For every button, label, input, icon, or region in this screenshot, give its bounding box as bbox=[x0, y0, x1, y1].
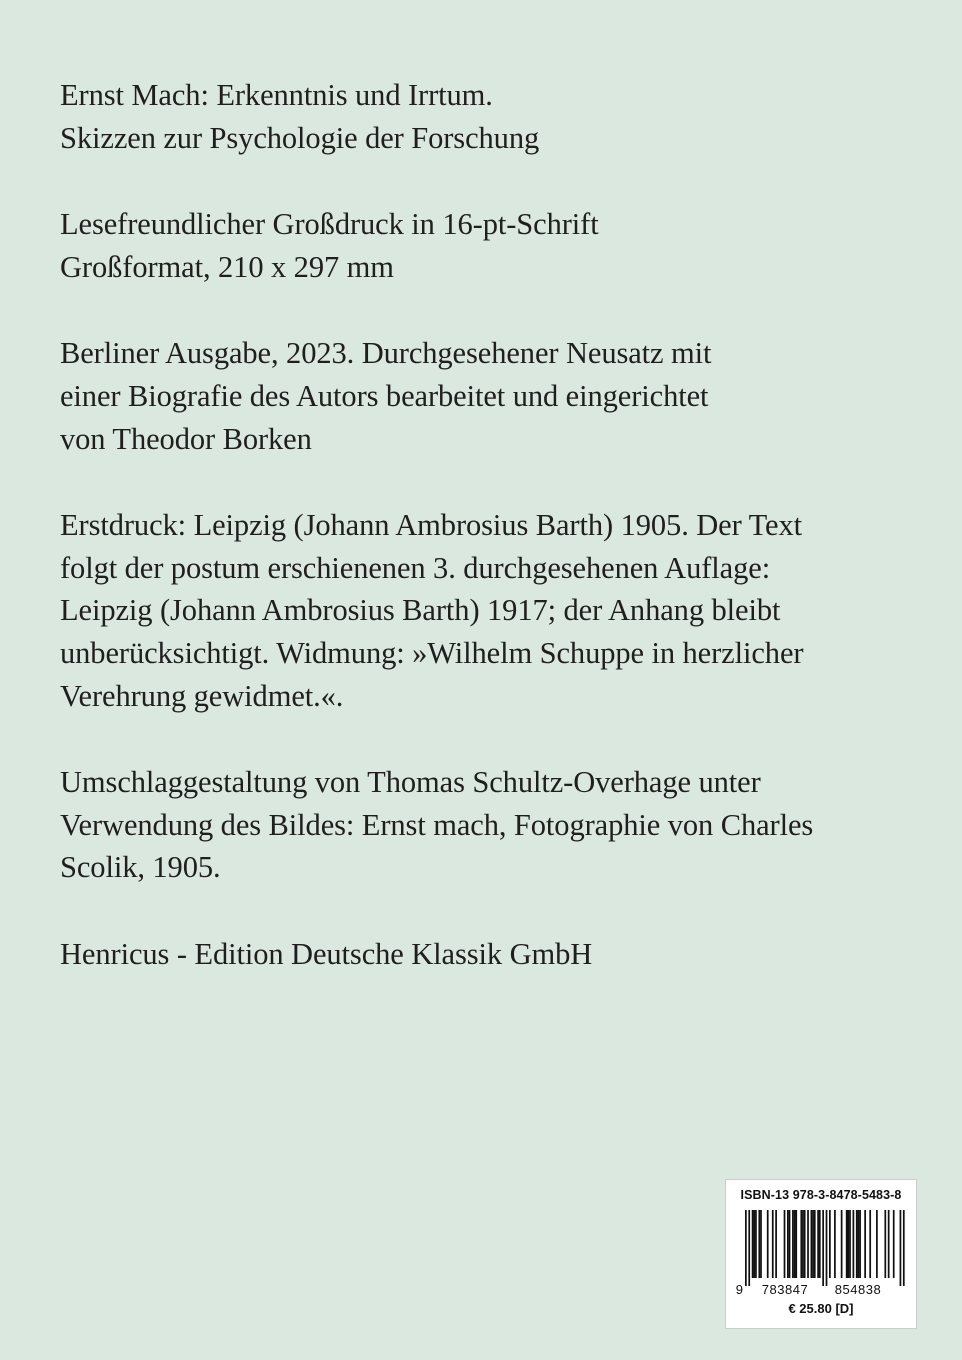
isbn-label: ISBN-13 978-3-8478-5483-8 bbox=[740, 1188, 902, 1202]
barcode-bar bbox=[800, 1210, 802, 1278]
barcode-bar bbox=[812, 1210, 814, 1278]
barcode-bar bbox=[888, 1210, 890, 1278]
text-line: Leipzig (Johann Ambrosius Barth) 1917; der Anhang bleibt bbox=[60, 593, 781, 628]
barcode-bar bbox=[856, 1210, 858, 1278]
barcode-bar bbox=[826, 1210, 828, 1286]
edition-paragraph bbox=[60, 332, 920, 460]
back-cover-text bbox=[60, 74, 920, 1020]
barcode-bar bbox=[884, 1210, 886, 1278]
text-line: Erstdruck: Leipzig (Johann Ambrosius Barth) 1905. Der Text bbox=[60, 508, 803, 543]
barcode-bar bbox=[853, 1210, 855, 1278]
publisher-name: Henricus - Edition Deutsche Klassik GmbH bbox=[60, 936, 593, 971]
barcode-bar bbox=[858, 1210, 860, 1278]
barcode-bar bbox=[859, 1210, 861, 1278]
barcode-bar bbox=[775, 1210, 777, 1278]
price-label: € 25.80 [D] bbox=[788, 1301, 854, 1316]
first-print-paragraph bbox=[60, 504, 920, 717]
barcode-bar bbox=[900, 1210, 902, 1286]
barcode-bar bbox=[869, 1210, 871, 1278]
barcode-bar bbox=[834, 1210, 836, 1278]
isbn-barcode-box bbox=[725, 1179, 917, 1329]
barcode-bar bbox=[792, 1210, 794, 1278]
barcode-bar bbox=[752, 1210, 754, 1278]
format-paragraph bbox=[60, 203, 920, 288]
barcode-bar bbox=[789, 1210, 791, 1278]
barcode-bar bbox=[784, 1210, 786, 1278]
cover-design-paragraph bbox=[60, 761, 920, 889]
barcode-bar bbox=[893, 1210, 895, 1278]
barcode-bar bbox=[876, 1210, 878, 1278]
barcode-bar bbox=[807, 1210, 809, 1278]
barcode-bar bbox=[753, 1210, 755, 1278]
barcode-bar bbox=[849, 1210, 851, 1278]
barcode-bar bbox=[758, 1210, 760, 1278]
barcode-bar bbox=[829, 1210, 831, 1278]
barcode-bar bbox=[755, 1210, 757, 1278]
barcode-digit-prefix: 9 bbox=[736, 1282, 743, 1297]
text-line: Berliner Ausgabe, 2023. Durchgesehener Neusatz mit bbox=[60, 336, 712, 371]
barcode-bar bbox=[841, 1210, 843, 1278]
barcode-bar bbox=[847, 1210, 849, 1278]
barcode-bar bbox=[819, 1210, 821, 1278]
barcode-bar bbox=[760, 1210, 762, 1278]
text-line: Verwendung des Bildes: Ernst mach, Fotographie von Charles bbox=[60, 807, 814, 842]
barcode-bar bbox=[794, 1210, 796, 1278]
barcode-bars bbox=[745, 1210, 905, 1286]
barcode-bar bbox=[864, 1210, 866, 1278]
barcode-bar bbox=[811, 1210, 813, 1278]
text-line: folgt der postum erschienenen 3. durchgesehenen Auflage: bbox=[60, 550, 771, 585]
barcode-bar bbox=[804, 1210, 806, 1278]
text-line: Umschlaggestaltung von Thomas Schultz-Overhage unter bbox=[60, 765, 761, 800]
barcode-bar bbox=[772, 1210, 774, 1278]
barcode-bar bbox=[814, 1210, 816, 1278]
barcode-bar bbox=[817, 1210, 819, 1278]
text-line: Großformat, 210 x 297 mm bbox=[60, 249, 394, 284]
barcode-bar bbox=[748, 1210, 750, 1286]
barcode-bar bbox=[846, 1210, 848, 1278]
publisher-paragraph bbox=[60, 933, 920, 976]
barcode-digits-right: 854838 bbox=[834, 1282, 882, 1297]
text-line: einer Biografie des Autors bearbeitet und eingerichtet bbox=[60, 378, 709, 413]
barcode-bar bbox=[787, 1210, 789, 1278]
text-line: von Theodor Borken bbox=[60, 421, 312, 456]
barcode-bar bbox=[795, 1210, 797, 1278]
text-line: Ernst Mach: Erkenntnis und Irrtum. bbox=[60, 78, 493, 112]
text-line: Verehrung gewidmet.«. bbox=[60, 678, 344, 713]
barcode-bar bbox=[903, 1210, 905, 1286]
barcode-bar bbox=[822, 1210, 824, 1286]
barcode-bar bbox=[802, 1210, 804, 1278]
text-line: Scolik, 1905. bbox=[60, 850, 221, 885]
text-line: unberücksichtigt. Widmung: »Wilhelm Schuppe in herzlicher bbox=[60, 635, 804, 670]
barcode-bar bbox=[767, 1210, 769, 1278]
barcode-image bbox=[736, 1210, 908, 1298]
title-paragraph bbox=[60, 74, 920, 159]
barcode-digits-left: 783847 bbox=[761, 1282, 809, 1297]
text-line: Lesefreundlicher Großdruck in 16-pt-Schrift bbox=[60, 207, 599, 242]
barcode-bar bbox=[745, 1210, 747, 1286]
text-line: Skizzen zur Psychologie der Forschung bbox=[60, 120, 540, 155]
